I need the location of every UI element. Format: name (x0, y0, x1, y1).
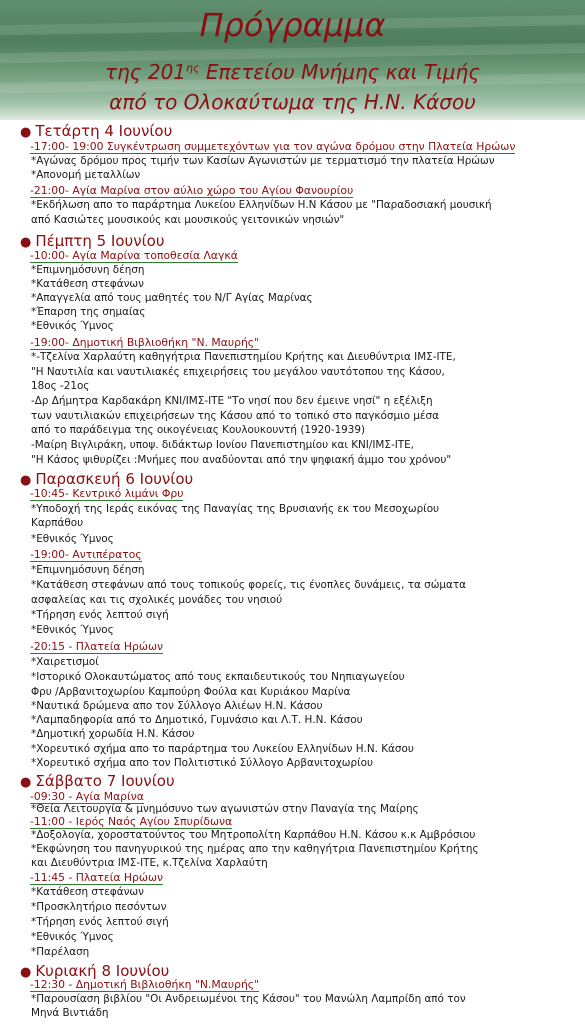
schedule-line: *Δοξολογία, χοροστατούντος του Μητροπολίτη Καρπάθου Η.Ν. Κάσου κ.κ Αμβρόσιου (31, 829, 476, 841)
schedule-line: *-Τζελίνα Χαρλαύτη καθηγήτρια Πανεπιστημίου Κρήτης και Διευθύντρια ΙΜΣ-ΙΤΕ, (31, 351, 456, 363)
day-heading: ● Τετάρτη 4 Ιουνίου (20, 122, 173, 140)
event-header: -10:00- Αγία Μαρίνα τοποθεσία Λαγκά (30, 249, 238, 262)
schedule-line: *Εθνικός Ύμνος (31, 624, 114, 636)
schedule-line: *Παρέλαση (31, 946, 90, 958)
schedule-line: "Η Κάσος ψιθυρίζει :Μνήμες που αναδύονται από την ψηφιακή άμμο του χρόνου" (31, 454, 452, 466)
schedule-line: των ναυτιλιακών επιχειρήσεων της Κάσου από το τοπικό στο παγκόσμιο μέσα (31, 410, 439, 422)
schedule-line: 18ος -21ος (31, 380, 90, 392)
schedule-line: *Λαμπαδηφορία από το Δημοτικό, Γυμνάσιο και Λ.Τ. Η.Ν. Κάσου (31, 714, 363, 726)
schedule-line: *Τήρηση ενός λεπτού σιγή (31, 609, 169, 621)
event-header: -11:00 - Ιερός Ναός Αγίου Σπυρίδωνα (30, 815, 233, 828)
schedule-line: *Δημοτική χορωδία Η.Ν. Κάσου (31, 728, 195, 740)
event-header: -11:45 - Πλατεία Ηρώων (30, 871, 164, 884)
event-header: -19:00- Δημοτική Βιβλιοθήκη "Ν. Μαυρής" (30, 336, 260, 349)
schedule-line: *Υποδοχή της Ιεράς εικόνας της Παναγίας της Βρυσιανής εκ του Μεσοχωρίου (31, 503, 440, 515)
schedule-line: *Εθνικός Ύμνος (31, 533, 114, 545)
schedule-line: *Απαγγελία από τους μαθητές του Ν/Γ Αγίας Μαρίνας (31, 292, 313, 304)
schedule-line: *Χορευτικό σχήμα απο τον Πολιτιστικό Σύλλογο Αρβανιτοχωρίου (31, 757, 373, 769)
schedule-line: *Θεία Λειτουργία & μνημόσυνο των αγωνιστών στην Παναγία της Μαίρης (31, 803, 419, 815)
schedule-line: *Επιμνημόσυνη δέηση (31, 564, 145, 576)
event-header: -19:00- Αντιπέρατος (30, 548, 142, 561)
day-heading: ● Παρασκευή 6 Ιουνίου (20, 470, 194, 488)
schedule-line: *Τήρηση ενός λεπτού σιγή (31, 916, 169, 928)
event-header: -12:30 - Δημοτική Βιβλιοθήκη "Ν.Μαυρής" (30, 978, 260, 991)
schedule-line: *Έπαρση της σημαίας (31, 306, 146, 318)
schedule-line: από Κασιώτες μουσικούς και μουσικούς γειτονικών νησιών" (31, 214, 345, 226)
event-header: -17:00- 19:00 Συγκέντρωση συμμετεχόντων για τον αγώνα δρόμου στην Πλατεία Ηρώων (30, 140, 516, 153)
schedule-line: *Εθνικός Ύμνος (31, 320, 114, 332)
schedule-line: *Εθνικός Ύμνος (31, 931, 114, 943)
schedule-line: Μηνά Βιντιάδη (31, 1007, 109, 1019)
day-heading: ● Πέμπτη 5 Ιουνίου (20, 232, 165, 250)
event-header: -10:45- Κεντρικό λιμάνι Φρυ (30, 487, 184, 500)
schedule-line: και Διευθύντρια ΙΜΣ-ΙΤΕ, κ.Τζελίνα Χαρλαύτη (31, 857, 268, 869)
page-title: Πρόγραμμα (199, 6, 386, 44)
schedule-line: *Απονομή μεταλλίων (31, 169, 141, 181)
schedule-line: Φρυ /Αρβανιτοχωρίου Καμπούρη Φούλα και Κυριάκου Μαρίνα (31, 686, 351, 698)
event-header: -21:00- Αγία Μαρίνα στον αύλιο χώρο του Αγίου Φανουρίου (30, 184, 354, 197)
schedule-line: *Επιμνημόσυνη δέηση (31, 264, 145, 276)
schedule-line: *Εκφώνηση του πανηγυρικού της ημέρας απο την καθηγήτρια Πανεπιστημίου Κρήτης (31, 843, 479, 855)
header-banner (0, 0, 585, 120)
schedule-line: *Παρουσίαση βιβλίου "Οι Ανδρειωμένοι της Κάσου" του Μανώλη Λαμπρίδη από τον (31, 993, 466, 1005)
schedule-line: -Μαίρη Βιγλιράκη, υποψ. διδάκτωρ Ιονίου Πανεπιστημίου και ΚΝΙ/ΙΜΣ-ΙΤΕ, (31, 439, 414, 451)
event-header: -09:30 - Αγία Μαρίνα (30, 790, 144, 803)
event-header: -20:15 - Πλατεία Ηρώων (30, 640, 164, 653)
schedule-line: Καρπάθου (31, 517, 84, 529)
schedule-line: *Κατάθεση στεφάνων (31, 278, 144, 290)
schedule-line: "Η Ναυτιλία και ναυτιλιακές επιχειρήσεις του μεγάλου ναυτότοπου της Κάσου, (31, 366, 445, 378)
schedule-line: *Κατάθεση στεφάνων (31, 886, 144, 898)
schedule-line: *Χορευτικό σχήμα απο το παράρτημα του Λυκείου Ελληνίδων Η.Ν. Κάσου (31, 743, 414, 755)
page-subtitle-line2: από το Ολοκαύτωμα της Η.Ν. Κάσου (109, 90, 476, 114)
schedule-line: *Προσκλητήριο πεσόντων (31, 901, 167, 913)
schedule-line: *Αγώνας δρόμου προς τιμήν των Κασίων Αγωνιστών με τερματισμό την πλατεία Ηρώων (31, 155, 495, 167)
day-heading: ● Σάββατο 7 Ιουνίου (20, 772, 175, 790)
schedule-line: *Ιστορικό Ολοκαυτώματος από τους εκπαιδευτικούς του Νηπιαγωγείου (31, 671, 405, 683)
schedule-line: -Δρ Δήμητρα Καρδακάρη ΚΝΙ/ΙΜΣ-ΙΤΕ "Το νησί που δεν έμεινε νησί" η εξέλιξη (31, 395, 433, 407)
schedule-line: *Χαιρετισμοί (31, 656, 99, 668)
schedule-line: *Ναυτικά δρώμενα απο τον Σύλλογο Αλιέων Η.Ν. Κάσου (31, 700, 323, 712)
schedule-line: *Εκδήλωση απο το παράρτημα Λυκείου Ελληνίδων Η.Ν Κάσου με "Παραδοσιακή μουσική (31, 199, 492, 211)
day-heading: ● Κυριακή 8 Ιουνίου (20, 962, 170, 980)
schedule-line: από το παράδειγμα της οικογένειας Κουλουκουντή (1920-1939) (31, 424, 366, 436)
schedule-line: *Κατάθεση στεφάνων από τους τοπικούς φορείς, τις ένοπλες δυνάμεις, τα σώματα (31, 579, 467, 591)
page-subtitle: της $201^{\eta\varsigma}$ Επετείου Μνήμης και Τιμής (105, 60, 480, 84)
schedule-line: ασφαλείας και τις σχολικές μονάδες του νησιού (31, 594, 283, 606)
